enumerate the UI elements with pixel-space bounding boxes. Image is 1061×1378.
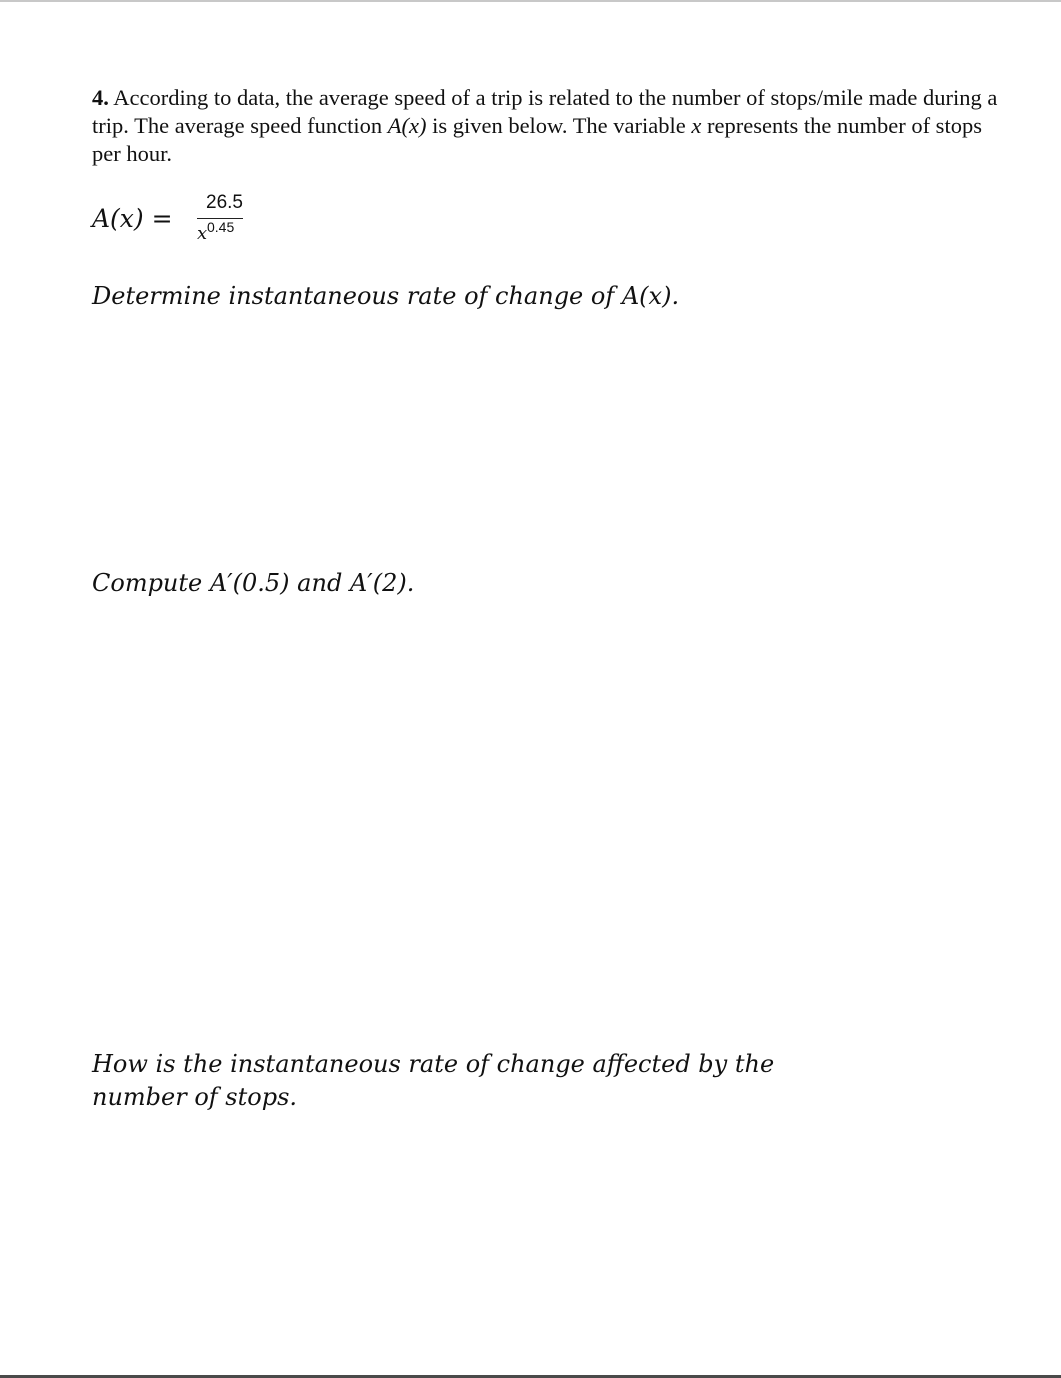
question-1: Determine instantaneous rate of change of A(x). [92,282,680,310]
formula-fraction [197,190,243,243]
question-3-line-2: number of stops. [92,1083,298,1111]
problem-number: 4. [92,85,109,110]
question-3-line-1: How is the instantaneous rate of change affected by the [92,1050,775,1078]
function-formula [92,190,392,250]
formula-lhs: A(x) = [92,204,173,233]
problem-text-part-1: According to data, the average speed of a trip is related to the number of stops/mile made during a trip. The average speed function [92,85,998,138]
question-2: Compute A′(0.5) and A′(2). [92,569,415,597]
denominator-base: x [197,223,208,244]
formula-numerator: 26.5 [206,192,243,213]
denominator-exponent: 0.45 [207,219,235,235]
top-border [0,0,1061,2]
formula-denominator [197,219,243,243]
problem-text-part-2: is given below. The variable [426,113,692,138]
question-3 [92,1048,774,1114]
function-name: A(x) [387,113,427,138]
problem-statement [92,84,1002,168]
problem-text-part-3: represents the number of stops per hour. [92,113,982,166]
variable-name: x [691,113,702,138]
